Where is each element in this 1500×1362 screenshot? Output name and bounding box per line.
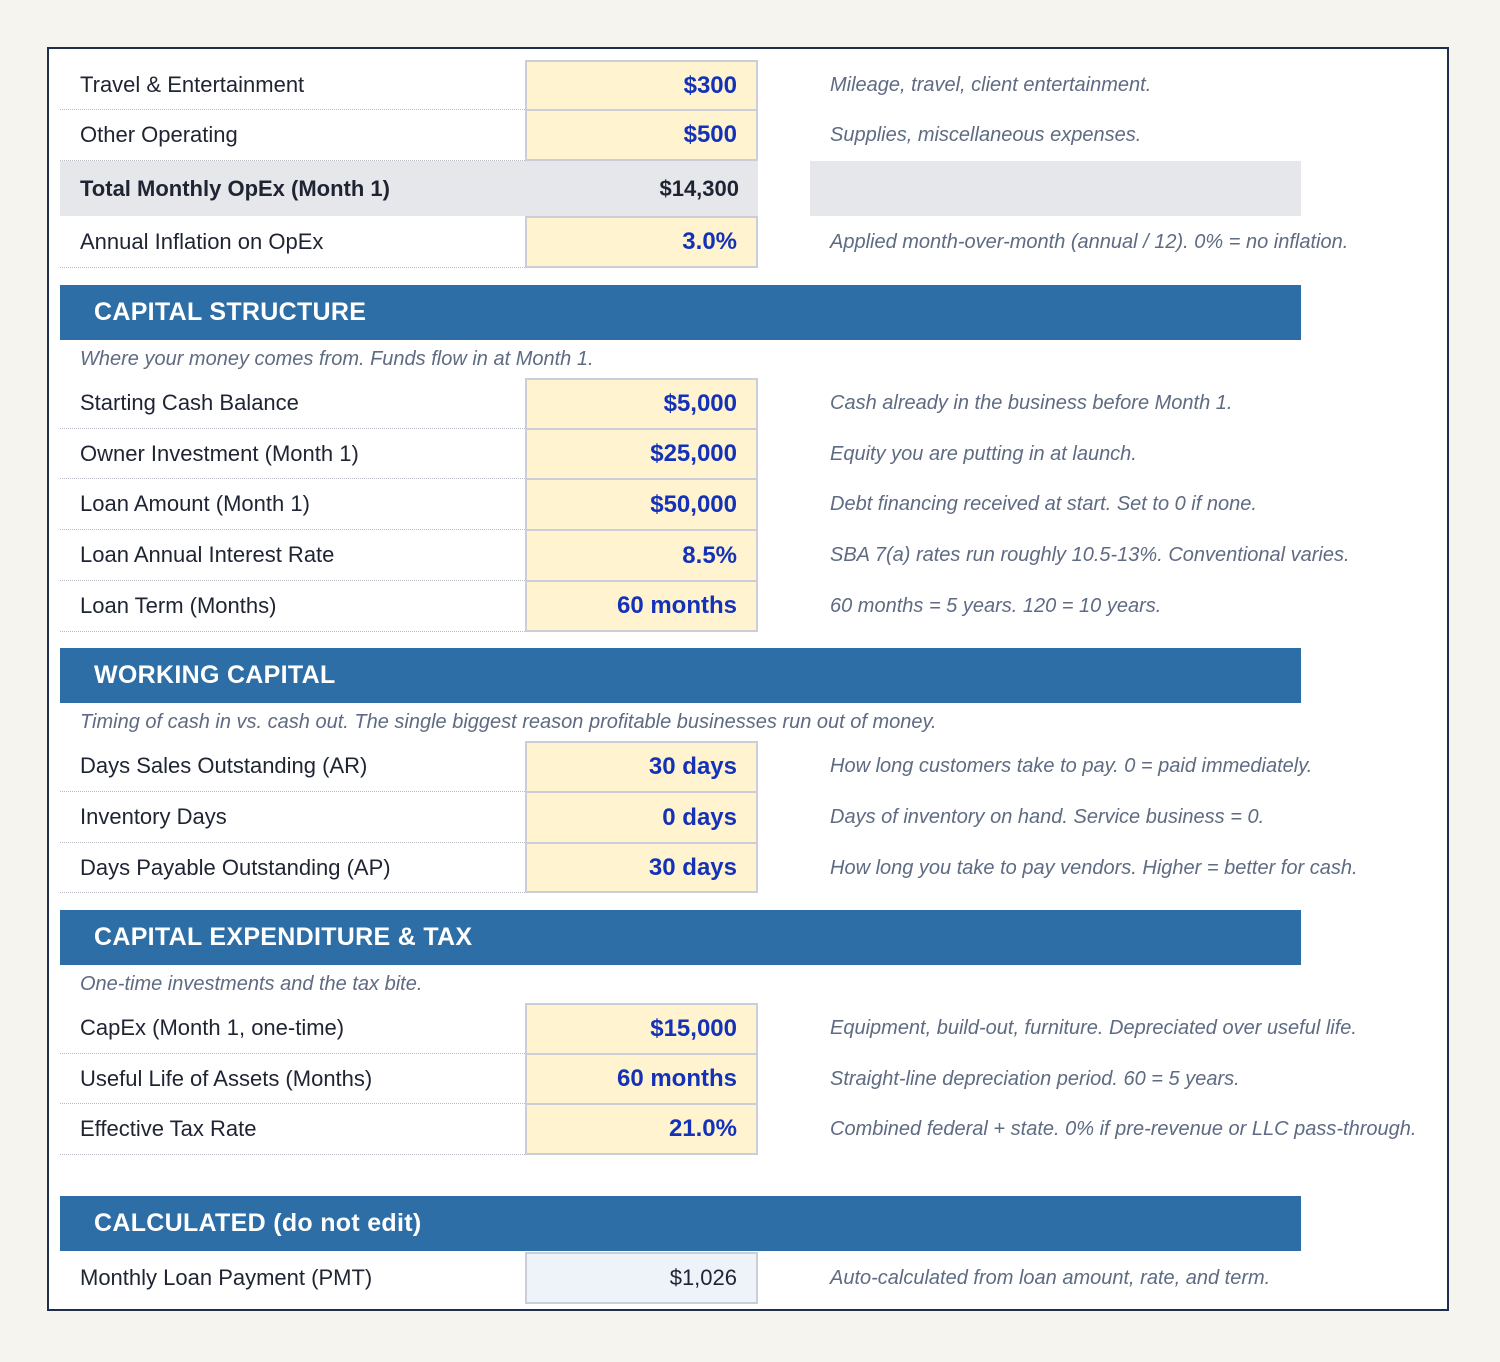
input-loan-term[interactable]: 60 months	[525, 581, 758, 632]
row-other-operating	[49, 110, 1447, 161]
row-travel-entertainment	[49, 60, 1447, 110]
row-total-monthly-opex	[49, 161, 1447, 216]
row-annual-inflation	[49, 216, 1447, 268]
row-label: Days Payable Outstanding (AP)	[60, 843, 525, 893]
input-days-sales-outstanding[interactable]: 30 days	[525, 741, 758, 792]
row-label: Loan Amount (Month 1)	[60, 479, 525, 530]
total-monthly-opex-value: $14,300	[525, 161, 758, 216]
input-capex[interactable]: $15,000	[525, 1003, 758, 1054]
row-label: Effective Tax Rate	[60, 1104, 525, 1155]
input-travel-entertainment[interactable]: $300	[525, 60, 758, 110]
row-label: Other Operating	[60, 110, 525, 161]
input-useful-life[interactable]: 60 months	[525, 1054, 758, 1104]
input-starting-cash[interactable]: $5,000	[525, 378, 758, 429]
row-description: Straight-line depreciation period. 60 = 5 years.	[830, 1067, 1240, 1090]
row-label: Owner Investment (Month 1)	[60, 429, 525, 479]
section-header-capital-structure: CAPITAL STRUCTURE	[60, 285, 1301, 340]
row-useful-life	[49, 1054, 1447, 1104]
row-label: CapEx (Month 1, one-time)	[60, 1003, 525, 1054]
section-note: One-time investments and the tax bite.	[80, 972, 423, 995]
row-label: Days Sales Outstanding (AR)	[60, 741, 525, 792]
input-other-operating[interactable]: $500	[525, 110, 758, 161]
section-note: Where your money comes from. Funds flow in at Month 1.	[80, 347, 594, 370]
input-annual-inflation[interactable]: 3.0%	[525, 216, 758, 268]
row-description: Combined federal + state. 0% if pre-revenue or LLC pass-through.	[830, 1118, 1417, 1140]
row-description: Applied month-over-month (annual / 12). 0% = no inflation.	[830, 230, 1349, 253]
row-label: Starting Cash Balance	[60, 378, 525, 429]
row-description: Mileage, travel, client entertainment.	[830, 73, 1152, 96]
input-days-payable-outstanding[interactable]: 30 days	[525, 843, 758, 893]
row-loan-interest-rate	[49, 530, 1447, 581]
row-description: How long customers take to pay. 0 = paid immediately.	[830, 755, 1313, 777]
input-effective-tax-rate[interactable]: 21.0%	[525, 1104, 758, 1155]
row-label: Loan Term (Months)	[60, 581, 525, 632]
row-description: Equity you are putting in at launch.	[830, 442, 1137, 465]
total-row-shading	[810, 161, 1301, 216]
section-header-calculated: CALCULATED (do not edit)	[60, 1196, 1301, 1251]
row-description: Debt financing received at start. Set to 0 if none.	[830, 493, 1257, 515]
row-loan-amount	[49, 479, 1447, 530]
row-capex	[49, 1003, 1447, 1054]
section-note: Timing of cash in vs. cash out. The single biggest reason profitable businesses run out of money.	[80, 710, 937, 733]
section-header-working-capital: WORKING CAPITAL	[60, 648, 1301, 703]
row-label: Inventory Days	[60, 792, 525, 843]
row-effective-tax-rate	[49, 1104, 1447, 1155]
input-owner-investment[interactable]: $25,000	[525, 429, 758, 479]
monthly-loan-payment-value: $1,026	[525, 1252, 758, 1304]
input-loan-amount[interactable]: $50,000	[525, 479, 758, 530]
row-label: Travel & Entertainment	[60, 60, 525, 110]
row-description: Supplies, miscellaneous expenses.	[830, 124, 1142, 146]
row-description: SBA 7(a) rates run roughly 10.5-13%. Conventional varies.	[830, 544, 1350, 566]
row-description: Cash already in the business before Month 1.	[830, 392, 1233, 414]
row-label: Useful Life of Assets (Months)	[60, 1054, 525, 1104]
assumptions-sheet	[47, 47, 1449, 1311]
row-days-sales-outstanding	[49, 741, 1447, 792]
row-description: How long you take to pay vendors. Higher = better for cash.	[830, 856, 1358, 879]
row-description: Equipment, build-out, furniture. Depreciated over useful life.	[830, 1017, 1357, 1039]
input-loan-interest-rate[interactable]: 8.5%	[525, 530, 758, 581]
row-inventory-days	[49, 792, 1447, 843]
row-description: Days of inventory on hand. Service business = 0.	[830, 806, 1265, 828]
row-starting-cash	[49, 378, 1447, 429]
row-loan-term	[49, 581, 1447, 632]
row-owner-investment	[49, 429, 1447, 479]
section-header-capex-tax: CAPITAL EXPENDITURE & TAX	[60, 910, 1301, 965]
row-monthly-loan-payment	[49, 1252, 1447, 1304]
total-label: Total Monthly OpEx (Month 1)	[60, 161, 525, 216]
row-description: Auto-calculated from loan amount, rate, and term.	[830, 1266, 1271, 1289]
row-days-payable-outstanding	[49, 843, 1447, 893]
row-description: 60 months = 5 years. 120 = 10 years.	[830, 595, 1162, 617]
row-label: Annual Inflation on OpEx	[60, 216, 525, 268]
input-inventory-days[interactable]: 0 days	[525, 792, 758, 843]
row-label: Monthly Loan Payment (PMT)	[80, 1265, 373, 1290]
row-label: Loan Annual Interest Rate	[60, 530, 525, 581]
